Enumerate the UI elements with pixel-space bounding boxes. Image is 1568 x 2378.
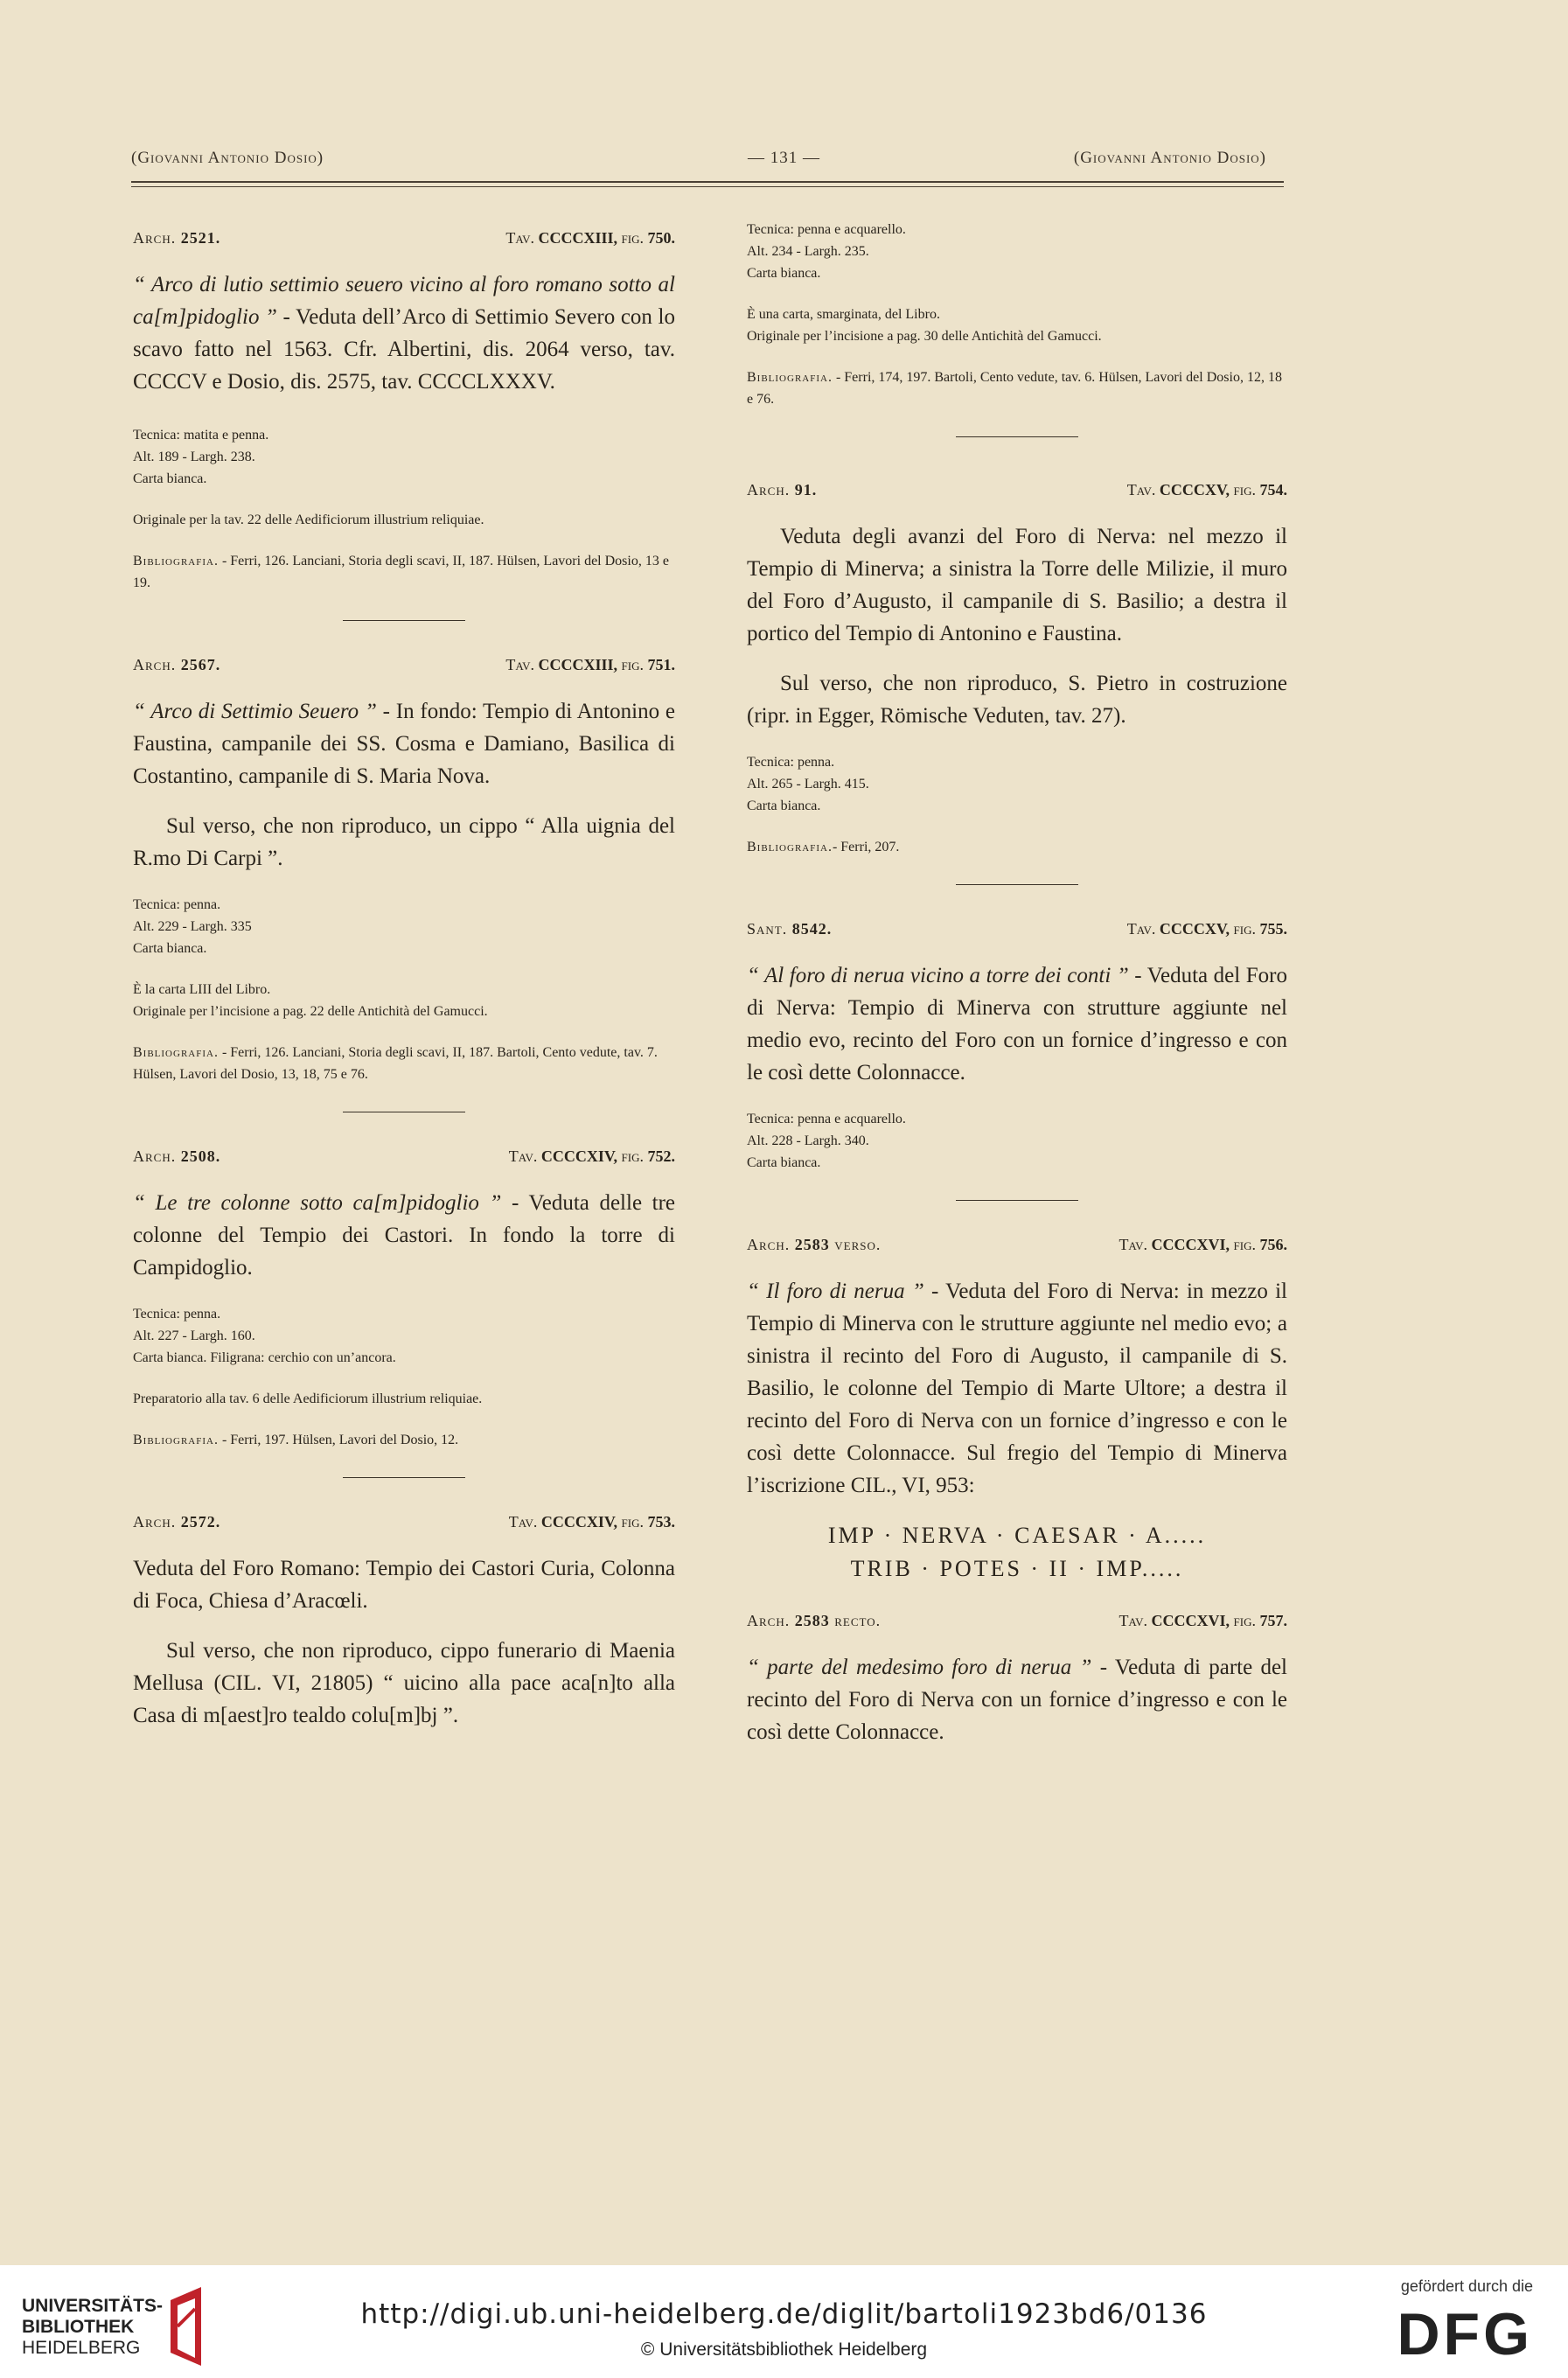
entry-description	[747, 1651, 1287, 1748]
arch-prefix: Arch.	[747, 1236, 791, 1253]
bibliography	[747, 366, 1287, 410]
technique-block	[133, 424, 675, 490]
arch-number: 2567.	[180, 656, 221, 673]
arch-prefix: Arch.	[133, 229, 177, 247]
separator	[956, 884, 1078, 885]
biblio-text: - Ferri, 126. Lanciani, Storia degli scavi, II, 187. Bartoli, Cento vedute, tav. 7. Hülsen, Lavori del Dosio, 13, 18, 75 e 76.	[133, 1045, 658, 1082]
tav-number: CCCCXIV,	[540, 1147, 618, 1165]
tav-prefix: Tav.	[1126, 481, 1156, 499]
paper: Carta bianca.	[747, 1155, 821, 1170]
entry-header	[133, 656, 675, 674]
inscription-line: TRIB · POTES · II · IMP.....	[850, 1556, 1184, 1581]
tav-prefix: Tav.	[1119, 1612, 1148, 1629]
tav-number: CCCCXIII,	[538, 229, 618, 247]
header-rule-thin	[131, 186, 1284, 187]
entry-note: Sul verso, che non riproduco, un cippo “ Alla uignia del R.mo Di Carpi ”.	[133, 814, 675, 870]
separator	[343, 620, 465, 621]
arch-prefix: Arch.	[747, 1612, 791, 1629]
note-line: Originale per la tav. 22 delle Aedificiorum illustrium reliquiae.	[133, 513, 484, 527]
entry-description	[133, 695, 675, 792]
entry-text: - Veduta del Foro di Nerva: in mezzo il Tempio di Minerva con le strutture aggiunte nel medio evo; a sinistra il recinto del Foro di Augusto, il campanile di S. Basilio, le colonne del Tempio di Marte Ultore; a destra il recinto del Foro di Nerva con un fornice d’ingresso e con le così dette Colonnacce. Sul fregio del Tempio di Minerva l’iscrizione CIL., VI, 953:	[747, 1280, 1287, 1497]
catalog-entry	[133, 1147, 675, 1478]
tav-number: CCCCXVI,	[1151, 1612, 1230, 1629]
logo-line: HEIDELBERG	[22, 2338, 141, 2358]
biblio-label: Bibliografia.	[133, 1433, 219, 1447]
arch-number: 91.	[794, 481, 818, 499]
fig-number: 751.	[647, 656, 675, 673]
entry-header	[747, 1612, 1287, 1630]
separator	[343, 1477, 465, 1478]
technique-block	[747, 1108, 1287, 1174]
fig-number: 754.	[1259, 481, 1287, 499]
funding-label: gefördert durch die	[1400, 2277, 1533, 2295]
arch-prefix: Arch.	[133, 1147, 177, 1165]
biblio-text: - Ferri, 126. Lanciani, Storia degli scavi, II, 187. Hülsen, Lavori del Dosio, 13 e 19.	[133, 554, 669, 590]
technique-block	[133, 894, 675, 959]
biblio-text: - Ferri, 174, 197. Bartoli, Cento vedute, tav. 6. Hülsen, Lavori del Dosio, 12, 18 e 76.	[747, 370, 1282, 407]
biblio-text: - Ferri, 207.	[832, 840, 900, 854]
entry-description	[747, 959, 1287, 1089]
entry-title: “ Arco di Settimio Seuero ”	[133, 700, 377, 723]
entry-text: Veduta degli avanzi del Foro di Nerva: nel mezzo il Tempio di Minerva; a sinistra la Torre delle Milizie, il muro del Foro d’Augusto, il campanile di S. Basilio; a destra il portico del Tempio di Antonino e Faustina.	[747, 525, 1287, 645]
notes-block	[133, 979, 675, 1022]
entry-description	[133, 1552, 675, 1617]
entry-header	[747, 1236, 1287, 1254]
running-header-left: (Giovanni Antonio Dosio)	[131, 149, 324, 167]
entry-text: - Veduta del Foro di Nerva: Tempio di Minerva con strutture aggiunte nel medio evo, recinto del Foro con un fornice d’ingresso e con le così dette Colonnacce.	[747, 964, 1287, 1084]
logo-line: UNIVERSITÄTS-	[22, 2296, 164, 2316]
entry-title: “ Arco di lutio settimio seuero vicino al foro romano sotto al ca[m]pidoglio ”	[133, 273, 675, 329]
page-number: — 131 —	[748, 149, 820, 167]
fig-number: 757.	[1259, 1612, 1287, 1629]
dimensions: Alt. 227 - Largh. 160.	[133, 1328, 255, 1343]
tav-number: CCCCXIV,	[540, 1513, 618, 1531]
tav-prefix: Tav.	[508, 1147, 538, 1165]
fig-number: 755.	[1259, 920, 1287, 938]
continued-entry	[747, 219, 1287, 437]
copyright-text: © Universitätsbibliothek Heidelberg	[640, 2340, 928, 2360]
entry-text: - Veduta di parte del recinto del Foro di Nerva con un fornice d’ingresso e con le così dette Colonnacce.	[747, 1656, 1287, 1744]
entry-text: - In fondo: Tempio di Antonino e Faustina, campanile dei SS. Cosma e Damiano, Basilica di Costantino, campanile di S. Maria Nova.	[133, 700, 675, 788]
entry-header	[133, 1147, 675, 1166]
tav-number: CCCCXV,	[1159, 481, 1230, 499]
paper: Carta bianca.	[747, 266, 821, 281]
tav-prefix: Tav.	[508, 1513, 538, 1531]
dimensions: Alt. 189 - Largh. 238.	[133, 450, 255, 464]
technique: Tecnica: matita e penna.	[133, 428, 269, 443]
note-line: È una carta, smarginata, del Libro.	[747, 307, 940, 322]
entry-description	[133, 1187, 675, 1284]
dimensions: Alt. 265 - Largh. 415.	[747, 777, 869, 792]
arch-prefix: Arch.	[747, 481, 791, 499]
notes-block	[133, 509, 675, 531]
right-column	[747, 219, 1287, 1748]
note-line: È la carta LIII del Libro.	[133, 982, 271, 997]
technique: Tecnica: penna.	[747, 755, 835, 770]
biblio-label: Bibliografia.	[747, 840, 833, 854]
logo-line: BIBLIOTHEK	[22, 2317, 135, 2337]
entry-description	[747, 520, 1287, 650]
entry-text: - Veduta delle tre colonne del Tempio dei Castori. In fondo la torre di Campidoglio.	[133, 1191, 675, 1280]
tav-prefix: Tav.	[505, 229, 535, 247]
entry-header	[747, 920, 1287, 938]
technique: Tecnica: penna e acquarello.	[747, 222, 906, 237]
entry-note: Sul verso, che non riproduco, cippo funerario di Maenia Mellusa (CIL. VI, 21805) “ uicino alla pace aca[n]to alla Casa di m[aest]ro tealdo colu[m]bj ”.	[133, 1639, 675, 1727]
fig-prefix: fig.	[621, 656, 644, 673]
entry-title: “ Al foro di nerua vicino a torre dei conti ”	[747, 964, 1129, 987]
entry-title: “ parte del medesimo foro di nerua ”	[747, 1656, 1092, 1679]
catalog-entry	[747, 481, 1287, 885]
entry-text: Veduta del Foro Romano: Tempio dei Castori Curia, Colonna di Foca, Chiesa d’Aracœli.	[133, 1557, 675, 1613]
entry-header	[133, 229, 675, 248]
technique-block	[747, 751, 1287, 817]
technique: Tecnica: penna.	[133, 1307, 221, 1321]
fig-number: 750.	[647, 229, 675, 247]
paper: Carta bianca.	[133, 941, 207, 956]
technique: Tecnica: penna e acquarello.	[747, 1112, 906, 1126]
fig-prefix: fig.	[1233, 1612, 1256, 1629]
dimensions: Alt. 234 - Largh. 235.	[747, 244, 869, 259]
paper: Carta bianca.	[747, 798, 821, 813]
fig-number: 753.	[647, 1513, 675, 1531]
paper: Carta bianca. Filigrana: cerchio con un’ancora.	[133, 1350, 396, 1365]
arch-number: 2521.	[180, 229, 221, 247]
entry-header	[747, 481, 1287, 499]
arch-prefix: Sant.	[747, 920, 788, 938]
header-rule	[131, 181, 1284, 183]
biblio-text: - Ferri, 197. Hülsen, Lavori del Dosio, 12.	[218, 1433, 459, 1447]
entry-description	[747, 1275, 1287, 1502]
dimensions: Alt. 229 - Largh. 335	[133, 919, 252, 934]
note-line: Preparatorio alla tav. 6 delle Aedificiorum illustrium reliquiae.	[133, 1391, 483, 1406]
arch-prefix: Arch.	[133, 656, 177, 673]
entry-title: “ Il foro di nerua ”	[747, 1280, 924, 1303]
entry-header	[133, 1513, 675, 1531]
fig-prefix: fig.	[1233, 920, 1256, 938]
technique-block	[133, 1303, 675, 1369]
dfg-logo[interactable]: DFG	[1397, 2301, 1533, 2368]
arch-prefix: Arch.	[133, 1513, 177, 1531]
paper: Carta bianca.	[133, 471, 207, 486]
fig-number: 756.	[1259, 1236, 1287, 1253]
technique-block	[747, 219, 1287, 284]
arch-suffix: recto.	[834, 1612, 882, 1629]
arch-number: 8542.	[791, 920, 833, 938]
dimensions: Alt. 228 - Largh. 340.	[747, 1133, 869, 1148]
biblio-label: Bibliografia.	[133, 1045, 219, 1060]
bibliography	[133, 1042, 675, 1085]
arch-number: 2508.	[180, 1147, 221, 1165]
catalog-entry	[133, 229, 675, 621]
bibliography	[133, 1429, 675, 1451]
tav-prefix: Tav.	[1126, 920, 1156, 938]
arch-suffix: verso.	[834, 1236, 882, 1253]
running-header-right: (Giovanni Antonio Dosio)	[1073, 149, 1266, 167]
notes-block	[133, 1388, 675, 1410]
technique: Tecnica: penna.	[133, 897, 221, 912]
inscription-line: IMP · NERVA · CAESAR · A.....	[827, 1523, 1207, 1548]
catalog-entry	[133, 656, 675, 1112]
entry-title: “ Le tre colonne sotto ca[m]pidoglio ”	[133, 1191, 502, 1215]
separator	[956, 436, 1078, 437]
catalog-entry	[747, 920, 1287, 1201]
tav-prefix: Tav.	[505, 656, 535, 673]
fig-number: 752.	[647, 1147, 675, 1165]
tav-number: CCCCXVI,	[1151, 1236, 1230, 1253]
arch-number: 2572.	[180, 1513, 221, 1531]
note-line: Originale per l’incisione a pag. 30 delle Antichità del Gamucci.	[747, 329, 1102, 344]
bibliography	[133, 550, 675, 594]
catalog-entry	[747, 1236, 1287, 1586]
arch-number: 2583	[794, 1612, 830, 1629]
inscription	[747, 1519, 1287, 1586]
fig-prefix: fig.	[621, 229, 644, 247]
biblio-label: Bibliografia.	[133, 554, 219, 568]
fig-prefix: fig.	[1233, 1236, 1256, 1253]
permalink-url[interactable]: http://digi.ub.uni-heidelberg.de/diglit/bartoli1923bd6/0136	[360, 2298, 1208, 2330]
entry-text: - Veduta dell’Arco di Settimio Severo con lo scavo fatto nel 1563. Cfr. Albertini, dis. 2064 verso, tav. CCCCV e Dosio, dis. 2575, tav. CCCCLXXXV.	[133, 305, 675, 394]
tav-number: CCCCXV,	[1159, 920, 1230, 938]
fig-prefix: fig.	[1233, 481, 1256, 499]
entry-note: Sul verso, che non riproduco, S. Pietro in costruzione (ripr. in Egger, Römische Veduten, tav. 27).	[747, 672, 1287, 728]
biblio-label: Bibliografia.	[747, 370, 833, 385]
notes-block	[747, 303, 1287, 347]
note-line: Originale per l’incisione a pag. 22 delle Antichità del Gamucci.	[133, 1004, 488, 1019]
bibliography	[747, 836, 1287, 858]
catalog-entry	[747, 1612, 1287, 1748]
tav-number: CCCCXIII,	[538, 656, 618, 673]
tav-prefix: Tav.	[1119, 1236, 1148, 1253]
fig-prefix: fig.	[621, 1147, 644, 1165]
fig-prefix: fig.	[621, 1513, 644, 1531]
arch-number: 2583	[794, 1236, 830, 1253]
separator	[956, 1200, 1078, 1201]
entry-description	[133, 268, 675, 398]
catalog-entry	[133, 1513, 675, 1732]
left-column	[133, 201, 675, 1732]
